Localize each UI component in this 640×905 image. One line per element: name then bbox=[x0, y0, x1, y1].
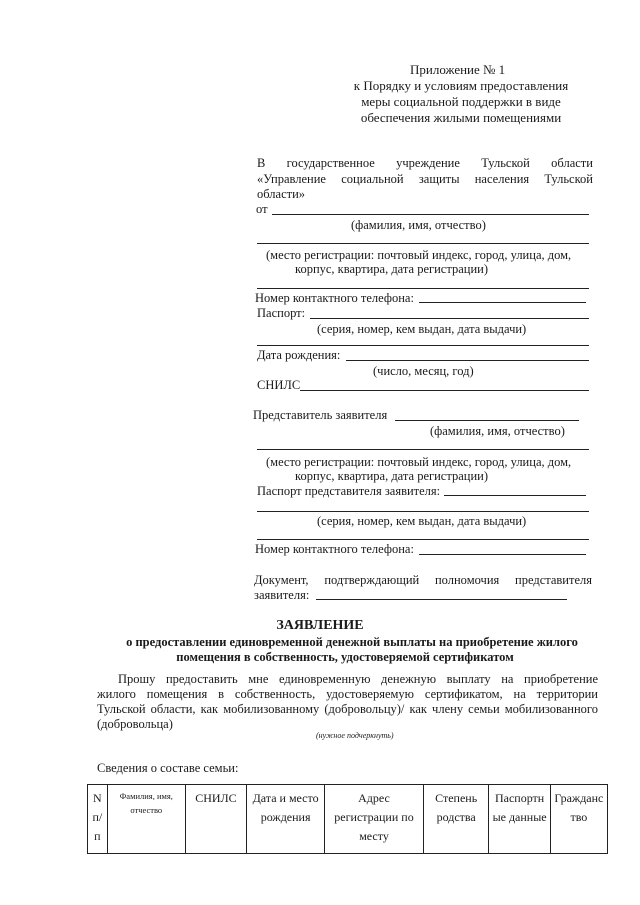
passport-line[interactable] bbox=[310, 318, 589, 319]
statement-body-1: Прошу предоставить мне единовременную денежную выплату на приобретение bbox=[118, 672, 598, 686]
underline-hint: (нужное подчеркнуть) bbox=[316, 731, 394, 740]
family-label: Сведения о составе семьи: bbox=[97, 761, 239, 775]
from-label: от bbox=[256, 202, 268, 216]
rep-passport-line-2[interactable] bbox=[257, 511, 589, 512]
rep-passport-line-3[interactable] bbox=[257, 539, 589, 540]
appendix-line-3: обеспечения жилыми помещениями bbox=[360, 110, 562, 125]
appendix-title: Приложение № 1 bbox=[410, 62, 506, 77]
document-row-1: Документ, подтверждающий полномочия представителя bbox=[254, 573, 592, 587]
rep-phone-label: Номер контактного телефона: bbox=[255, 542, 414, 556]
appendix-line-1: к Порядку и условиям предоставления bbox=[353, 78, 569, 93]
statement-body-4: (добровольца) bbox=[97, 717, 173, 731]
snils-line[interactable] bbox=[300, 390, 589, 391]
rep-passport-line[interactable] bbox=[444, 495, 586, 496]
header-address: Адрес регистрации по месту bbox=[325, 785, 424, 854]
registration-hint-2: корпус, квартира, дата регистрации) bbox=[295, 262, 488, 276]
rep-registration-hint-2: корпус, квартира, дата регистрации) bbox=[295, 469, 488, 483]
rep-registration-hint-1: (место регистрации: почтовый индекс, город, улица, дом, bbox=[266, 455, 572, 469]
rep-passport-hint: (серия, номер, кем выдан, дата выдачи) bbox=[317, 514, 527, 528]
statement-title: ЗАЯВЛЕНИЕ bbox=[276, 618, 364, 633]
statement-body-2: жилого помещения в собственность, удостоверяемую сертификатом, на территории bbox=[97, 687, 598, 701]
passport-hint: (серия, номер, кем выдан, дата выдачи) bbox=[317, 322, 527, 336]
representative-line[interactable] bbox=[395, 420, 579, 421]
family-table bbox=[87, 784, 608, 854]
phone-label: Номер контактного телефона: bbox=[255, 291, 414, 305]
statement-subtitle-1: о предоставлении единовременной денежной выплаты на приобретение жилого bbox=[126, 635, 578, 649]
passport-line-2[interactable] bbox=[257, 345, 589, 346]
document-line[interactable] bbox=[316, 599, 567, 600]
fio-hint: (фамилия, имя, отчество) bbox=[351, 218, 486, 232]
rep-passport-label: Паспорт представителя заявителя: bbox=[257, 484, 441, 498]
representative-label: Представитель заявителя bbox=[253, 408, 388, 422]
header-fio: Фамилия, имя, отчество bbox=[107, 785, 185, 854]
addressee-row-1: В государственное учреждение Тульской области bbox=[257, 156, 593, 170]
birthdate-hint: (число, месяц, год) bbox=[373, 364, 474, 378]
snils-label: СНИЛС bbox=[257, 378, 301, 392]
appendix-line-2: меры социальной поддержки в виде bbox=[361, 94, 561, 109]
header-relation: Степень родства bbox=[423, 785, 489, 854]
header-number: N п/п bbox=[88, 785, 108, 854]
header-citizenship: Гражданс тво bbox=[550, 785, 607, 854]
rep-registration-line[interactable] bbox=[257, 449, 589, 450]
addressee-row-2: «Управление социальной защиты населения Тульской bbox=[257, 172, 593, 186]
passport-label: Паспорт: bbox=[257, 306, 306, 320]
header-snils: СНИЛС bbox=[185, 785, 246, 854]
birthdate-label: Дата рождения: bbox=[257, 348, 341, 362]
statement-subtitle-2: помещения в собственность, удостоверяемой сертификатом bbox=[176, 650, 514, 664]
header-passport: Паспортн ые данные bbox=[489, 785, 550, 854]
document-row-2: заявителя: bbox=[254, 588, 310, 602]
header-birth: Дата и место рождения bbox=[247, 785, 325, 854]
registration-hint-1: (место регистрации: почтовый индекс, город, улица, дом, bbox=[266, 248, 572, 262]
registration-line-2[interactable] bbox=[257, 288, 589, 289]
registration-line[interactable] bbox=[257, 243, 589, 244]
birthdate-line[interactable] bbox=[346, 360, 589, 361]
representative-fio-hint: (фамилия, имя, отчество) bbox=[430, 424, 565, 438]
statement-body-3: Тульской области, как мобилизованному (добровольцу)/ как члену семьи мобилизованного bbox=[97, 702, 598, 716]
table-header-row bbox=[88, 785, 608, 854]
fio-line[interactable] bbox=[272, 214, 589, 215]
phone-line[interactable] bbox=[419, 302, 586, 303]
addressee-row-3: области» bbox=[257, 187, 306, 201]
rep-phone-line[interactable] bbox=[419, 554, 586, 555]
